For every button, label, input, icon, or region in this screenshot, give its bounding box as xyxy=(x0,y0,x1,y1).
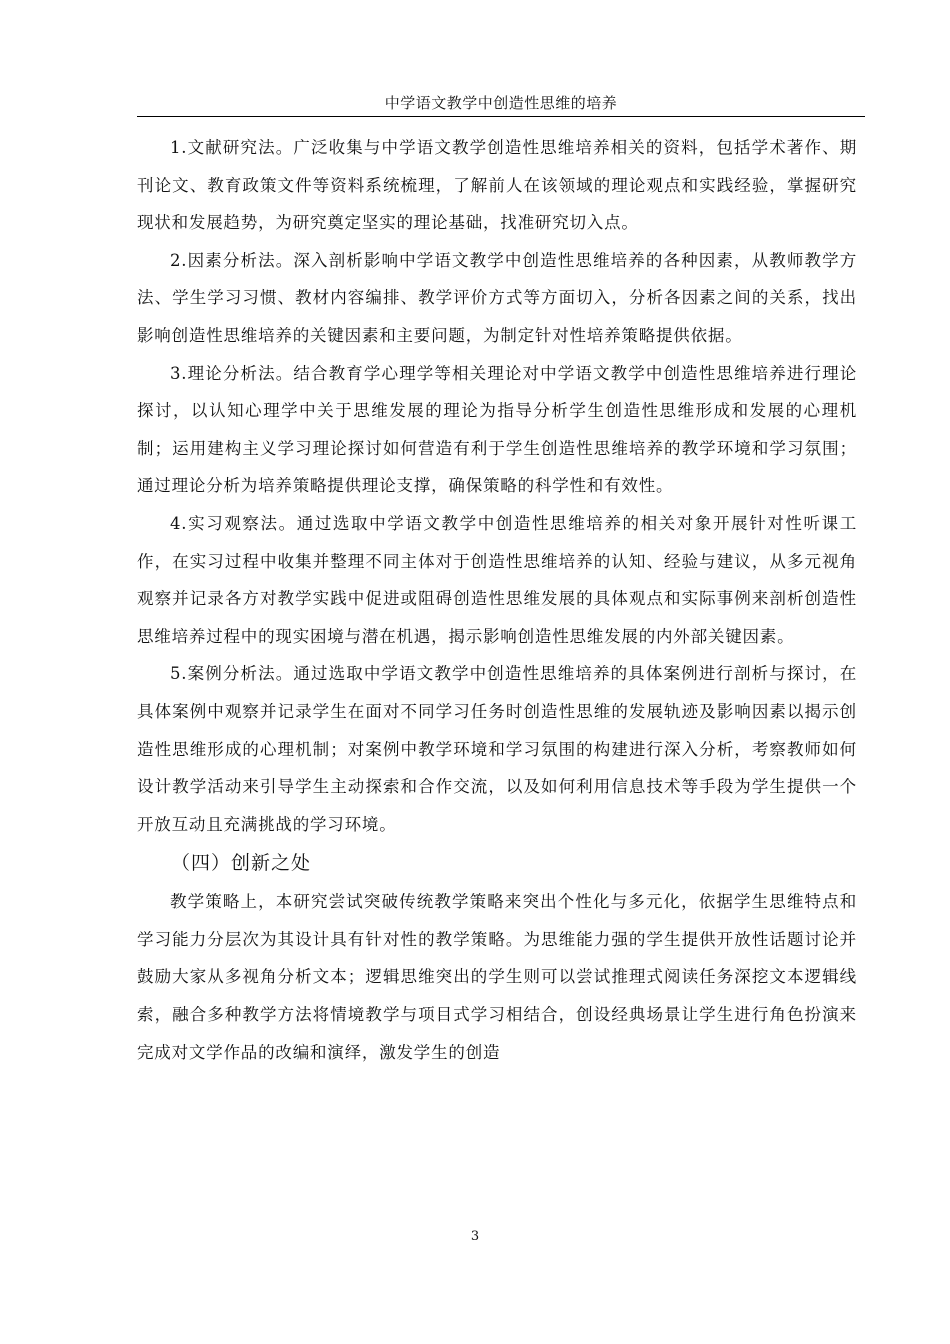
section-heading-innovation: （四）创新之处 xyxy=(171,852,312,875)
method-paragraph-observation: 4.实习观察法。通过选取中学语文教学中创造性思维培养的相关对象开展针对性听课工作，在实习过程中收集并整理不同主体对于创造性思维培养的认知、经验与建议，从多元视角观察并记录各方对教学实践中促进或阻碍创造性思维发展的具体观点和实际事例来剖析创造性思维培养过程中的现实困境与潜在机遇，揭示影响创造性思维发展的内外部关键因素。 xyxy=(137,513,857,646)
page-number: 3 xyxy=(470,1229,480,1244)
innovation-paragraph: 教学策略上，本研究尝试突破传统教学策略来突出个性化与多元化，依据学生思维特点和学习能力分层次为其设计具有针对性的教学策略。为思维能力强的学生提供开放性话题讨论并鼓励大家从多视角分析文本；逻辑思维突出的学生则可以尝试推理式阅读任务深挖文本逻辑线索，融合多种教学方法将情境教学与项目式学习相结合，创设经典场景让学生进行角色扮演来完成对文学作品的改编和演绎，激发学生的创造 xyxy=(137,892,857,1062)
method-paragraph-theory-analysis: 3.理论分析法。结合教育学心理学等相关理论对中学语文教学中创造性思维培养进行理论探讨，以认知心理学中关于思维发展的理论为指导分析学生创造性思维形成和发展的心理机制；运用建构主义学习理论探讨如何营造有利于学生创造性思维培养的教学环境和学习氛围；通过理论分析为培养策略提供理论支撑，确保策略的科学性和有效性。 xyxy=(137,363,857,496)
method-paragraph-factor-analysis: 2.因素分析法。深入剖析影响中学语文教学中创造性思维培养的各种因素，从教师教学方法、学生学习习惯、教材内容编排、教学评价方式等方面切入，分析各因素之间的关系，找出影响创造性思维培养的关键因素和主要问题，为制定针对性培养策略提供依据。 xyxy=(137,250,857,345)
running-header: 中学语文教学中创造性思维的培养 xyxy=(384,94,618,112)
method-paragraph-case-analysis: 5.案例分析法。通过选取中学语文教学中创造性思维培养的具体案例进行剖析与探讨，在具体案例中观察并记录学生在面对不同学习任务时创造性思维的发展轨迹及影响因素以揭示创造性思维形成的心理机制；对案例中教学环境和学习氛围的构建进行深入分析，考察教师如何设计教学活动来引导学生主动探索和合作交流，以及如何利用信息技术等手段为学生提供一个开放互动且充满挑战的学习环境。 xyxy=(137,664,857,834)
method-paragraph-literature: 1.文献研究法。广泛收集与中学语文教学创造性思维培养相关的资料，包括学术著作、期刊论文、教育政策文件等资料系统梳理，了解前人在该领域的理论观点和实践经验，掌握研究现状和发展趋势，为研究奠定坚实的理论基础，找准研究切入点。 xyxy=(137,138,857,233)
body-content xyxy=(137,129,857,1071)
header-rule xyxy=(137,116,865,117)
